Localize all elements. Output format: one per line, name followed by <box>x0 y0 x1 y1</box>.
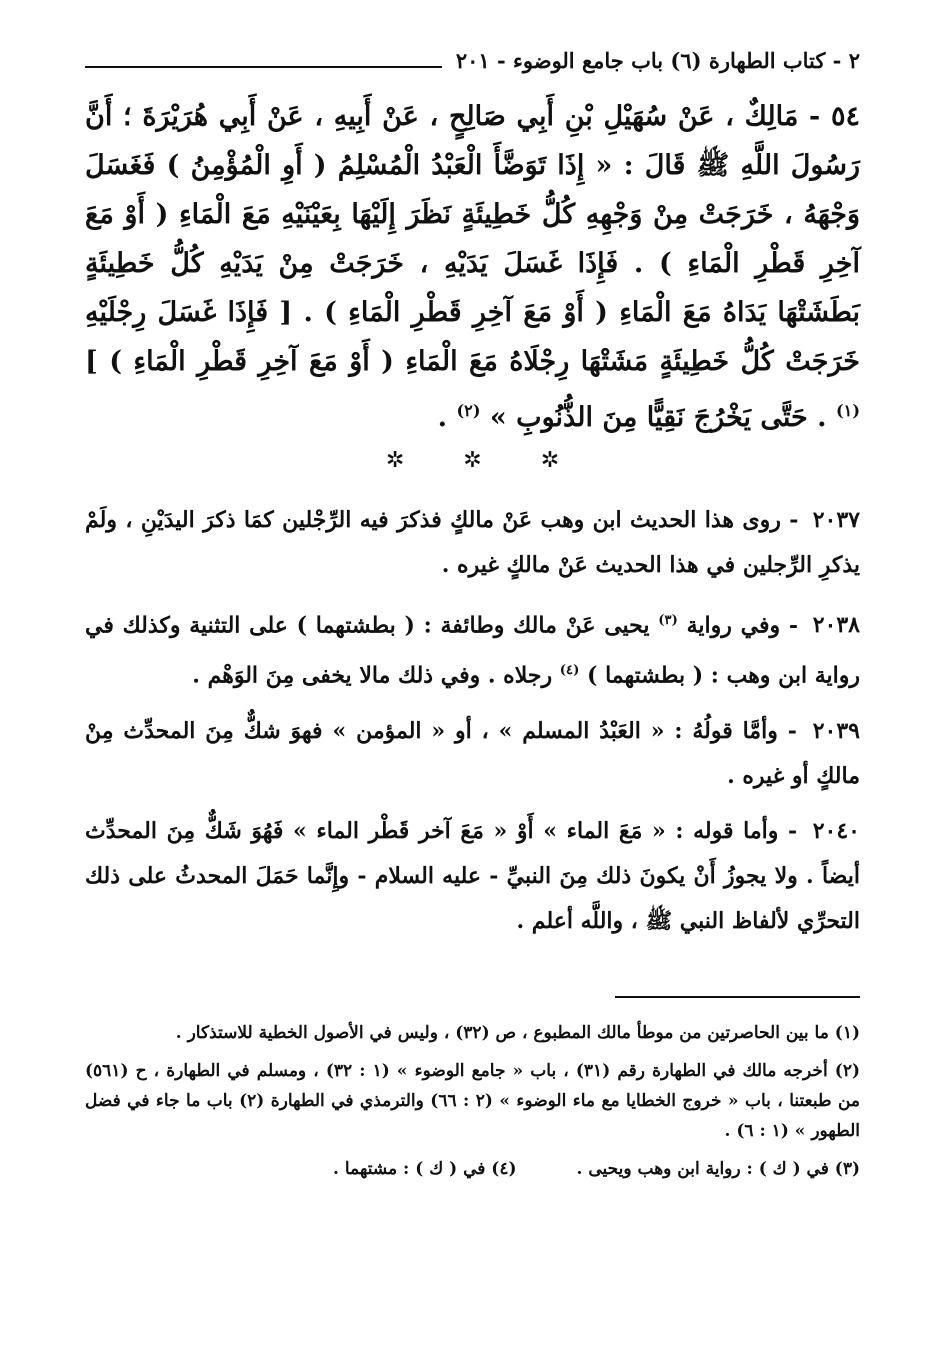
hadith-paragraph <box>85 92 860 442</box>
comment-number: ٢٠٣٧ <box>812 507 860 533</box>
star-icon: ✲ <box>385 448 405 473</box>
comment-text: - وأما قوله : « مَعَ الماء » أَوْ « مَعَ آخر قَطْر الماء » فَهُوَ شَكٌّ مِنَ المحدِّث أيضاً . ولا يجوزُ أَنْ يكونَ ذلك مِنَ النبيِّ - عليه السلام - وإِنَّما حَمَلَ المحدثُ على ذلك التحرِّي لألفاظ النبي ﷺ ، واللَّه أعلم . <box>85 817 860 934</box>
comment-text: - وفي رواية <box>686 612 798 639</box>
star-icon: ✲ <box>463 448 482 473</box>
footnote-ref-1: (١) <box>835 401 860 420</box>
star-icon: ✲ <box>540 448 560 473</box>
footnote: (٤) في ( ك ) : مشتهما . <box>333 1159 517 1179</box>
comment-text: - روى هذا الحديث ابن وهب عَنْ مالكٍ فذكرَ فيه الرِّجْلين كمَا ذكرَ اليدَيْنِ ، ولَمْ يذكرِ الرِّجلين في هذا الحديث عَنْ مالكٍ غيره . <box>85 507 860 578</box>
comment-paragraph <box>85 498 860 588</box>
header-rule <box>85 66 442 68</box>
comment-number: ٢٠٤٠ <box>812 817 860 844</box>
hadith-end-mark: . <box>437 402 448 433</box>
comment-text: - وأمَّا قولُهُ : « العَبْدُ المسلم » ، أو « المؤمن » فهوَ شكٌّ مِنَ المحدِّث مِنْ مالكٍ أو غيره . <box>85 717 860 789</box>
footnotes-block <box>85 1018 860 1184</box>
commentary-block <box>85 498 860 954</box>
comment-text: رجلاه . وفي ذلك مالا يخفى مِنَ الوَهْم . <box>192 662 553 689</box>
footnote-ref-4: (٤) <box>559 663 580 679</box>
hadith-number: ٥٤ <box>830 101 860 132</box>
hadith-block <box>85 92 860 442</box>
running-header <box>85 40 860 80</box>
comment-paragraph <box>85 809 860 944</box>
comment-number: ٢٠٣٩ <box>812 717 860 744</box>
section-divider <box>0 448 945 473</box>
footnote-ref-3: (٣) <box>658 613 678 628</box>
comment-paragraph <box>85 598 860 699</box>
footnote: (١) ما بين الحاصرتين من موطأ مالك المطبوع ، ص (٣٢) ، وليس في الأصول الخطية للاستذكار . <box>175 1023 860 1043</box>
comment-number: ٢٠٣٨ <box>812 612 860 639</box>
hadith-text: - مَالِكٌ ، عَنْ سُهَيْلِ بْنِ أَبِي صَالِحٍ ، عَنْ أَبِيهِ ، عَنْ أَبِي هُرَيْرَةَ ؛ أَنَّ رَسُولَ اللَّهِ ﷺ قَالَ : « إِذَا تَوَضَّأَ الْعَبْدُ الْمُسْلِمُ ( أَوِ الْمُؤْمِنُ ) فَغَسَلَ وَجْهَهُ ، خَرَجَتْ مِنْ وَجْهِهِ كُلُّ خَطِيئَةٍ نَظَرَ إِلَيْهَا بِعَيْنَيْهِ مَعَ الْمَاءِ ( أَوْ مَعَ آخِرِ قَطْرِ الْمَاءِ ) . فَإِذَا غَسَلَ يَدَيْهِ ، خَرَجَتْ مِنْ يَدَيْهِ كُلُّ خَطِيئَةٍ بَطَشَتْهَا يَدَاهُ مَعَ الْمَاءِ ( أَوْ مَعَ آخِرِ قَطْرِ الْمَاءِ ) . [ فَإِذَا غَسَلَ رِجْلَيْهِ خَرَجَتْ كُلُّ خَطِيئَةٍ مَشَتْهَا رِجْلَاهُ مَعَ الْمَاءِ ( أَوْ مَعَ آخِرِ قَطْرِ الْمَاءِ ) ] <box>85 101 860 377</box>
footnote-row <box>85 1154 860 1184</box>
hadith-text-end: . حَتَّى يَخْرُجَ نَقِيًّا مِنَ الذُّنُوبِ » <box>489 402 827 433</box>
header-title: ٢ - كتاب الطهارة (٦) باب جامع الوضوء - ٢٠١ <box>455 47 860 73</box>
footnote: (٢) أخرجه مالك في الطهارة رقم (٣١) ، باب « جامع الوضوء » (١ : ٣٢) ، ومسلم في الطهارة ، ح (٥٦١) من طبعتنا ، باب « خروج الخطايا مع ماء الوضوء » (٢ : ٦٦) والترمذي في الطهارة (٢) باب ما جاء في فضل الطهور » (١ : ٦) . <box>85 1061 860 1141</box>
comment-paragraph <box>85 709 860 799</box>
footnote-rule <box>615 996 860 998</box>
comment-text: يحيى عَنْ مالك وطائفة : ( بطشتهما ) على التثنية وكذلك في رواية ابن وهب : ( بطشتهما ) <box>85 612 860 689</box>
footnote: (٣) في ( ك ) : رواية ابن وهب ويحيى . <box>576 1159 860 1179</box>
footnote-ref-2: (٢) <box>456 401 481 420</box>
